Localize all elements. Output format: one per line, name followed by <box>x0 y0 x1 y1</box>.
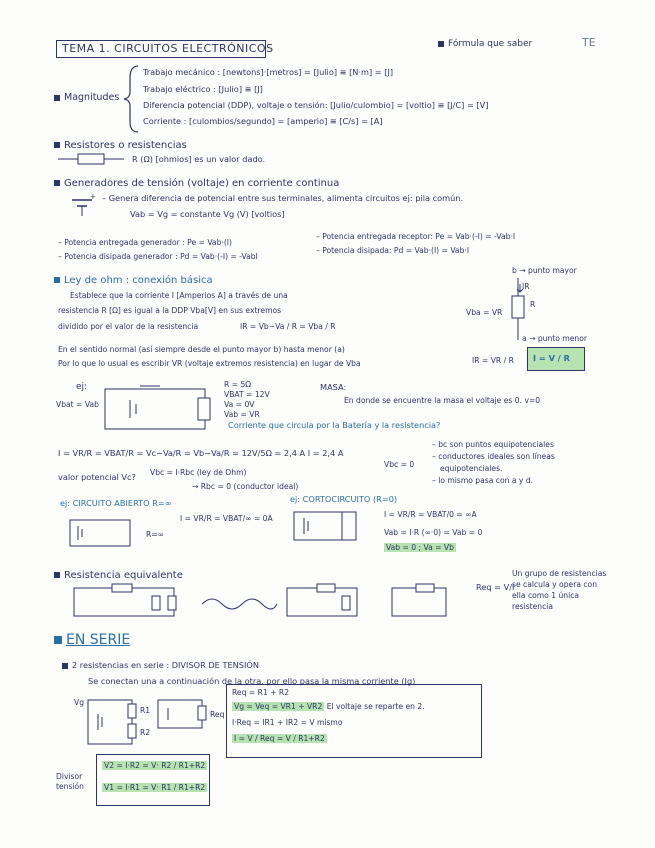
example-param-3: Va = 0V <box>224 400 255 409</box>
ohm-line-4: En el sentido normal (así siempre desde el punto mayor b) hasta menor (a) <box>58 345 345 354</box>
ohm-line-3: dividido por el valor de la resistencia <box>58 322 199 331</box>
ohm-eq-1: IR = Vb−Va / R = Vba / R <box>240 322 336 331</box>
legend <box>438 39 532 49</box>
magnitudes-brace-icon <box>124 64 144 134</box>
equivalente-note-text: Un grupo de resistencias se calcula y opera con ella como 1 única resistencia <box>512 569 607 611</box>
potencia-3: – Potencia entregada receptor: Pe = Vab·(-I) = -Vab·I <box>316 232 516 241</box>
magnitudes-label <box>54 92 119 103</box>
resistores-heading <box>54 140 187 151</box>
magnitudes-square-icon <box>54 95 60 101</box>
abierto-eq: I = VR/R = VBAT/∞ = 0A <box>180 514 273 523</box>
vc-note-2: – conductores ideales son líneas <box>432 452 555 461</box>
equivalente-diagram <box>72 584 452 624</box>
abierto-label: ej: CIRCUITO ABIERTO R=∞ <box>60 498 172 508</box>
serie-box-line-1: Req = R1 + R2 <box>232 688 290 697</box>
equivalente-square-icon <box>54 572 60 578</box>
serie-box-line-2-note: El voltaje se reparte en 2. <box>326 702 425 711</box>
example-circuit-diagram <box>100 384 210 434</box>
potencia-2: – Potencia disipada generador : Pd = Vab·(-I) = -VabI <box>58 252 258 261</box>
ohm-eq-box: I = V / R <box>533 353 570 363</box>
divisor-eq-1-text: V2 = I·R2 = V· R2 / R1+R2 <box>104 761 206 770</box>
vc-note-1: – bc son puntos equipotenciales <box>432 440 554 449</box>
corto-eq-3: Vab = 0 ; Va = Vb <box>386 543 454 552</box>
generadores-line-2: Vab = Vg = constante Vg (V) [voltios] <box>130 209 285 219</box>
masa-note: En donde se encuentre la masa el voltaje es 0. v=0 <box>344 396 541 405</box>
abierto-circuit-diagram <box>68 518 138 550</box>
corto-circuit-diagram <box>292 510 362 546</box>
vc-question: valor potencial Vc? <box>58 472 136 482</box>
serie-heading-text: EN SERIE <box>66 632 131 648</box>
divisor-eq-1 <box>102 761 207 770</box>
resistores-heading-text: Resistores o resistencias <box>64 140 187 151</box>
magnitudes-text: Magnitudes <box>64 92 120 103</box>
example-ej: ej: <box>76 382 88 392</box>
ohm-line-1: Establece que la corriente I [Amperios A] a través de una <box>70 291 288 300</box>
generadores-heading-text: Generadores de tensión (voltaje) en corriente continua <box>64 178 340 189</box>
example-vbat-label: Vbat = Vab <box>56 400 99 409</box>
masa-label: MASA: <box>320 382 347 392</box>
serie-box-line-2-eq: Vg = Veq = VR1 + VR2 <box>234 702 323 711</box>
resistor-symbol-icon <box>58 152 128 166</box>
abierto-r-label: R=∞ <box>146 530 164 539</box>
page-title: TEMA 1. CIRCUITOS ELECTRÓNICOS <box>62 42 274 55</box>
ohm-r-label: R <box>530 300 536 309</box>
corto-eq-1: I = VR/R = VBAT/0 = ∞A <box>384 510 477 519</box>
ohm-note-bottom: a → punto menor <box>522 334 587 343</box>
serie-box-line-3-note: mismo <box>316 718 343 727</box>
serie-circuit-diagram <box>84 694 214 754</box>
serie-box-line-4 <box>232 734 327 743</box>
serie-heading <box>54 632 130 648</box>
serie-label-r1: R1 <box>140 706 151 715</box>
legend-text: Fórmula que saber <box>448 39 533 49</box>
ohm-line-5: Por lo que lo usual es escribir VR (voltaje extremos resistencia) en lugar de Vba <box>58 359 361 368</box>
resistores-line: R (Ω) [ohmios] es un valor dado. <box>132 154 266 164</box>
ohm-ir-label: IR <box>522 282 530 291</box>
generadores-heading <box>54 178 339 189</box>
example-param-4: Vab = VR <box>224 410 260 419</box>
ohm-vba-label: Vba = VR <box>466 308 503 317</box>
ohm-heading-text: Ley de ohm : conexión básica <box>64 275 213 286</box>
example-calc: I = VR/R = VBAT/R = Vc−Va/R = Vb−Va/R = 12V/5Ω = 2,4 A I = 2,4 A <box>58 448 344 458</box>
magnitude-line-1: Trabajo mecánico : [newtons]·[metros] = [Julio] ≡ [N·m] = [J] <box>143 67 394 77</box>
example-param-2: VBAT = 12V <box>224 390 270 399</box>
vc-line-2: → Rbc = 0 (conductor ideal) <box>192 482 299 491</box>
divisor-label: Divisor tensión <box>56 772 84 791</box>
generadores-square-icon <box>54 180 60 186</box>
vc-result: Vbc = 0 <box>384 460 415 469</box>
equivalente-heading-text: Resistencia equivalente <box>64 570 183 581</box>
magnitude-line-4: Corriente : [culombios/segundo] = [amperio] ≡ [C/s] = [A] <box>143 116 383 126</box>
generadores-line-1: – Genera diferencia de potencial entre sus terminales, alimenta circuitos ej: pila común. <box>102 193 464 203</box>
potencia-4: – Potencia disipada: Pd = Vab·(I) = Vab·I <box>316 246 470 255</box>
svg-text:+: + <box>90 193 96 201</box>
ohm-eq-2: IR = VR / R <box>472 356 514 365</box>
resistores-square-icon <box>54 142 60 148</box>
serie-desc: Se conectan una a continuación de la otra, por ello pasa la misma corriente (Ig) <box>88 676 416 686</box>
serie-sub-text: 2 resistencias en serie : DIVISOR DE TENSIÓN <box>72 660 259 670</box>
serie-box-line-4-eq: I = V / Req = V / R1+R2 <box>234 734 325 743</box>
ohm-note-top: b → punto mayor <box>512 266 577 275</box>
serie-label-vg: Vg <box>74 698 85 707</box>
example-question: Corriente que circula por la Batería y la resistencia? <box>228 420 441 430</box>
serie-box-line-2 <box>232 702 425 711</box>
tag-te: TE <box>582 36 596 49</box>
serie-sub <box>62 660 259 670</box>
equivalente-heading <box>54 570 183 581</box>
example-param-1: R = 5Ω <box>224 380 252 389</box>
vc-note-4: – lo mismo pasa con a y d. <box>432 476 534 485</box>
potencia-1: – Potencia entregada generador : Pe = Vab·(I) <box>58 238 232 247</box>
corto-label: ej: CORTOCIRCUITO (R=0) <box>290 494 398 504</box>
serie-label-r2: R2 <box>140 728 151 737</box>
ohm-line-2: resistencia R [Ω] es igual a la DDP Vba[V] en sus extremos <box>58 306 282 315</box>
divisor-eq-2-text: V1 = I·R1 = V· R1 / R1+R2 <box>104 783 206 792</box>
battery-symbol-icon <box>70 194 100 218</box>
vc-note-3: equipotenciales. <box>440 464 503 473</box>
magnitude-line-2: Trabajo eléctrico : [Julio] ≡ [J] <box>143 84 263 94</box>
equivalente-note <box>512 568 612 612</box>
serie-box-line-3-eq: I·Req = IR1 + IR2 = V <box>232 718 315 727</box>
magnitude-line-3: Diferencia potencial (DDP), voltaje o tensión: [Julio/culombio] = [voltio] ≡ [J/C] = [V] <box>143 100 489 110</box>
serie-sub-square-icon <box>62 663 68 669</box>
corto-eq-2: Vab = I·R (∞·0) = Vab = 0 <box>384 528 483 537</box>
serie-label-req: Req <box>210 710 225 719</box>
vc-line-1: Vbc = I·Rbc (ley de Ohm) <box>150 468 247 477</box>
serie-box-line-3 <box>232 718 342 727</box>
ohm-heading <box>54 275 213 286</box>
equivalente-formula: Req = V/I <box>476 582 515 592</box>
serie-square-icon <box>54 636 62 644</box>
ohm-square-icon <box>54 277 60 283</box>
divisor-eq-2 <box>102 783 207 792</box>
legend-square-icon <box>438 41 444 47</box>
